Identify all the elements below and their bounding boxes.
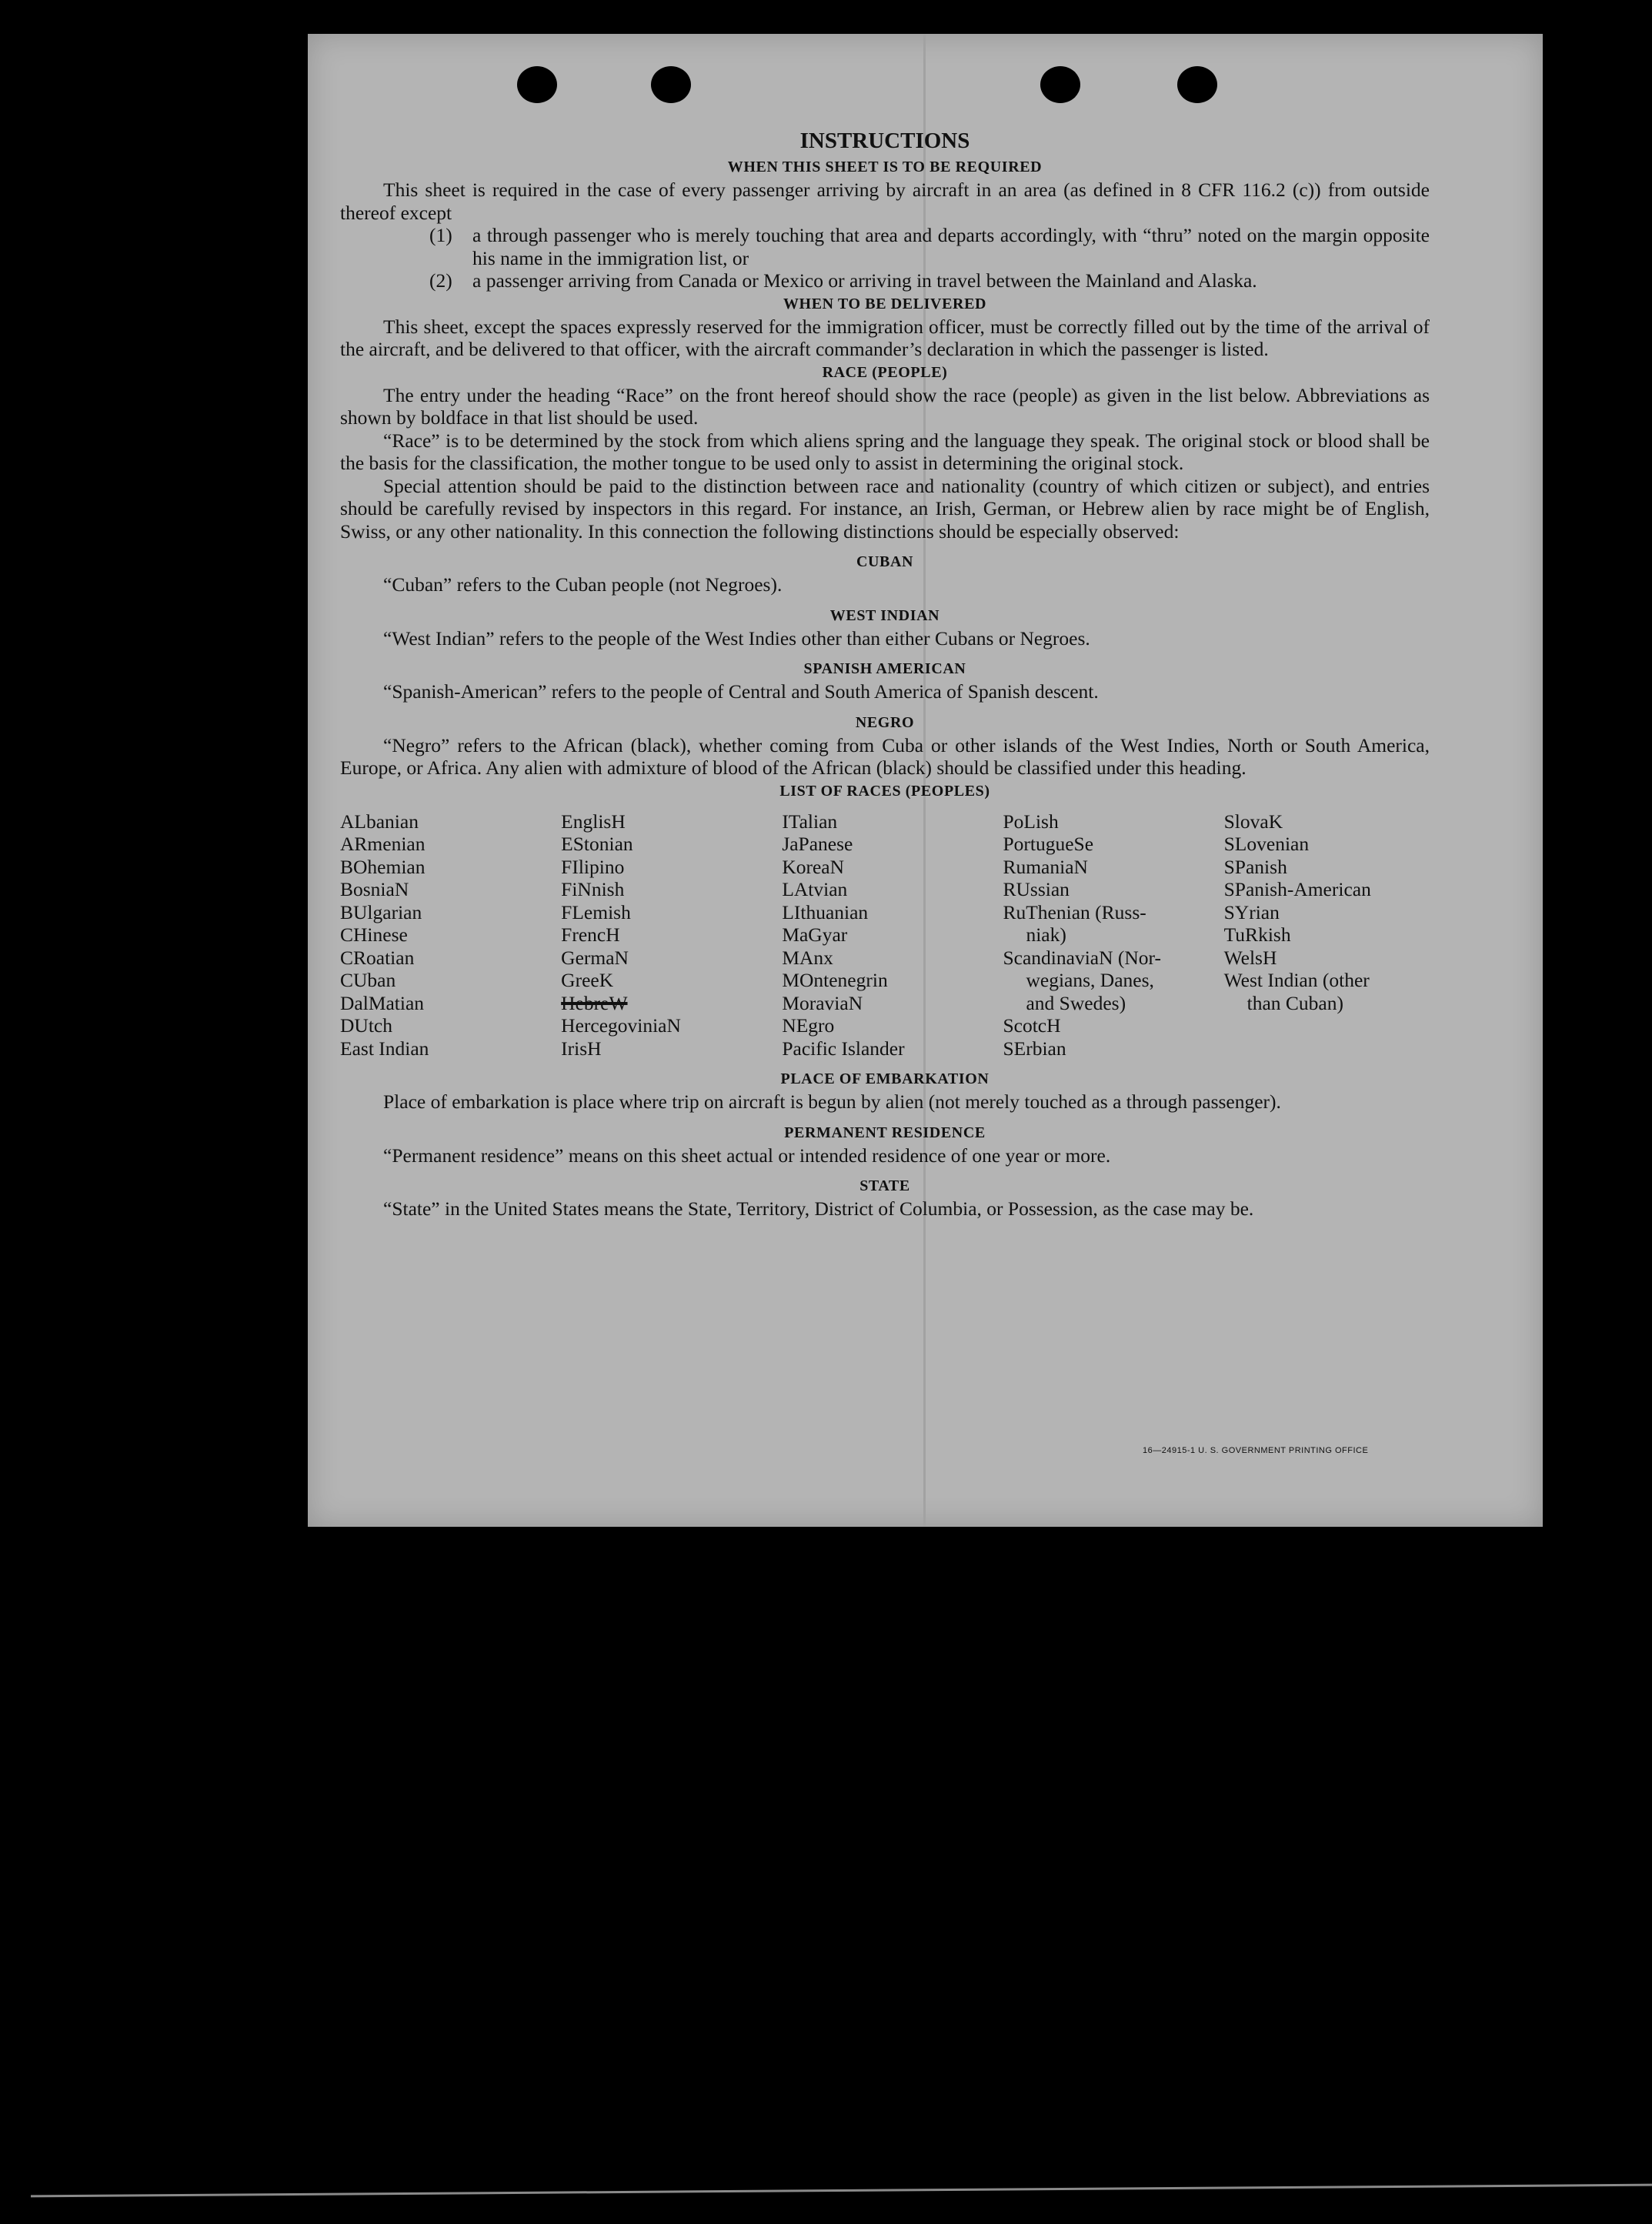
race-item: SPanish bbox=[1223, 855, 1287, 878]
paragraph: The entry under the heading “Race” on the front hereof should show the race (people) as given in the list below. Abbreviations as shown by boldface in that list should be used. bbox=[340, 383, 1430, 429]
section-heading: STATE bbox=[859, 1177, 910, 1194]
race-item: ScandinaviaN (Nor- bbox=[1003, 946, 1162, 969]
race-item: MOntenegrin bbox=[782, 969, 888, 991]
race-item: PoLish bbox=[1003, 810, 1059, 833]
item-number: (2) bbox=[429, 269, 452, 292]
race-item: MAnx bbox=[782, 946, 833, 969]
paragraph: “Race” is to be determined by the stock from which aliens spring and the language they speak. The original stock or blood shall be the basis for the classification, the mother tongue to be used only to assist in determining the original stock. bbox=[340, 429, 1430, 474]
race-item: SLovenian bbox=[1223, 833, 1310, 855]
list-item bbox=[429, 224, 1430, 269]
race-item: LIthuanian bbox=[782, 900, 869, 923]
section-heading: RACE (PEOPLE) bbox=[822, 363, 948, 381]
scan-artifact-line bbox=[31, 2184, 1652, 2198]
race-item: MaGyar bbox=[782, 923, 848, 946]
race-column bbox=[561, 810, 782, 1060]
punch-hole bbox=[1040, 66, 1080, 103]
section-heading: CUBAN bbox=[856, 553, 914, 570]
race-item: EnglisH bbox=[561, 810, 626, 833]
race-column bbox=[1003, 810, 1223, 1060]
race-column bbox=[1224, 810, 1430, 1060]
paragraph: “State” in the United States means the State, Territory, District of Columbia, or Possession, as the case may be. bbox=[383, 1197, 1254, 1220]
race-item: ITalian bbox=[782, 810, 838, 833]
paragraph: Special attention should be paid to the distinction between race and nationality (country of which citizen or subject), and entries should be carefully revised by inspectors in this regard. For instance, an Irish, German, or Hebrew alien by race might be of English, Swiss, or any other nationality. In this connection the following distinctions should be especially observed: bbox=[340, 474, 1430, 543]
race-item: RumaniaN bbox=[1003, 855, 1088, 878]
race-item: MoraviaN bbox=[782, 991, 863, 1014]
race-item: PortugueSe bbox=[1003, 833, 1094, 855]
race-item: niak) bbox=[1026, 923, 1066, 946]
section-heading: WHEN THIS SHEET IS TO BE REQUIRED bbox=[727, 159, 1043, 175]
instructions-text bbox=[340, 126, 1430, 1221]
race-item: SlovaK bbox=[1223, 810, 1283, 833]
race-item: CRoatian bbox=[340, 946, 415, 969]
race-item: ARmenian bbox=[340, 833, 426, 855]
race-list bbox=[340, 810, 1430, 1060]
race-item: DUtch bbox=[340, 1014, 392, 1037]
punch-hole bbox=[517, 66, 557, 103]
race-item: FrencH bbox=[561, 923, 620, 946]
race-item: FIlipino bbox=[561, 855, 625, 878]
race-column bbox=[782, 810, 1003, 1060]
paragraph: “Negro” refers to the African (black), whether coming from Cuba or other islands of the West Indies, North or South America, Europe, or Africa. Any alien with admixture of blood of the African (black) should be classified under this heading. bbox=[340, 733, 1430, 779]
punch-hole bbox=[1177, 66, 1217, 103]
paragraph: This sheet is required in the case of every passenger arriving by aircraft in an area (as defined in 8 CFR 116.2 (c)) from outside thereof except bbox=[340, 179, 1430, 224]
section-heading: PERMANENT RESIDENCE bbox=[784, 1124, 986, 1141]
document-sheet bbox=[308, 34, 1543, 1527]
paragraph: “Spanish-American” refers to the people of Central and South America of Spanish descent. bbox=[383, 680, 1099, 703]
race-item: SYrian bbox=[1223, 900, 1280, 923]
race-item: RUssian bbox=[1003, 878, 1070, 900]
race-item: EStonian bbox=[561, 833, 633, 855]
punch-hole bbox=[651, 66, 691, 103]
section-heading: NEGRO bbox=[855, 713, 915, 731]
race-item: East Indian bbox=[340, 1037, 429, 1060]
race-item: JaPanese bbox=[782, 833, 853, 855]
race-item: FLemish bbox=[561, 900, 631, 923]
section-heading: WEST INDIAN bbox=[829, 606, 940, 624]
paragraph: “Permanent residence” means on this sheet actual or intended residence of one year or more. bbox=[383, 1144, 1111, 1167]
item-number: (1) bbox=[429, 224, 452, 246]
race-item: GreeK bbox=[561, 969, 614, 991]
race-item: BOhemian bbox=[340, 855, 426, 878]
item-text: a through passenger who is merely touching that area and departs accordingly, with “thru” noted on the margin opposite his name in the immigration list, or bbox=[472, 224, 1430, 269]
paragraph: This sheet, except the spaces expressly reserved for the immigration officer, must be correctly filled out by the time of the arrival of the aircraft, and be delivered to that officer, with the aircraft commander’s declaration in which the passenger is listed. bbox=[340, 315, 1430, 360]
race-item: HercegoviniaN bbox=[561, 1014, 681, 1037]
race-item: KoreaN bbox=[782, 855, 845, 878]
paragraph: “Cuban” refers to the Cuban people (not Negroes). bbox=[383, 573, 783, 596]
item-text: a passenger arriving from Canada or Mexico or arriving in travel between the Mainland and Alaska. bbox=[472, 269, 1257, 292]
race-item: ALbanian bbox=[340, 810, 419, 833]
page-title: INSTRUCTIONS bbox=[799, 129, 970, 153]
race-item: RuThenian (Russ- bbox=[1003, 900, 1146, 923]
race-item: than Cuban) bbox=[1247, 991, 1343, 1014]
paragraph: Place of embarkation is place where trip on aircraft is begun by alien (not merely touched as a through passenger). bbox=[383, 1090, 1281, 1113]
race-item: NEgro bbox=[782, 1014, 835, 1037]
race-item: and Swedes) bbox=[1026, 991, 1126, 1014]
section-heading: WHEN TO BE DELIVERED bbox=[783, 295, 987, 312]
race-item: GermaN bbox=[561, 946, 629, 969]
section-heading: LIST OF RACES (PEOPLES) bbox=[779, 782, 990, 800]
race-item: DalMatian bbox=[340, 991, 425, 1014]
race-item: FiNnish bbox=[561, 878, 625, 900]
race-item: CHinese bbox=[340, 923, 408, 946]
race-item: SPanish-American bbox=[1223, 878, 1371, 900]
race-item: SErbian bbox=[1003, 1037, 1066, 1060]
race-item: BosniaN bbox=[340, 878, 409, 900]
race-item: West Indian (other bbox=[1223, 969, 1370, 991]
race-item: TuRkish bbox=[1223, 923, 1291, 946]
race-item-struck: HebreW bbox=[561, 991, 628, 1014]
race-column bbox=[340, 810, 561, 1060]
race-item: IrisH bbox=[561, 1037, 602, 1060]
race-item: WelsH bbox=[1223, 946, 1277, 969]
printer-imprint: 16—24915-1 U. S. GOVERNMENT PRINTING OFFICE bbox=[1143, 1446, 1369, 1455]
paragraph: “West Indian” refers to the people of the West Indies other than either Cubans or Negroes. bbox=[383, 626, 1090, 650]
race-item: wegians, Danes, bbox=[1026, 969, 1154, 991]
race-item: LAtvian bbox=[782, 878, 848, 900]
race-item: CUban bbox=[340, 969, 396, 991]
list-item bbox=[429, 269, 1430, 292]
race-item: ScotcH bbox=[1003, 1014, 1061, 1037]
race-item: BUlgarian bbox=[340, 900, 422, 923]
section-heading: PLACE OF EMBARKATION bbox=[780, 1070, 990, 1087]
race-item: Pacific Islander bbox=[782, 1037, 905, 1060]
section-heading: SPANISH AMERICAN bbox=[803, 660, 966, 677]
